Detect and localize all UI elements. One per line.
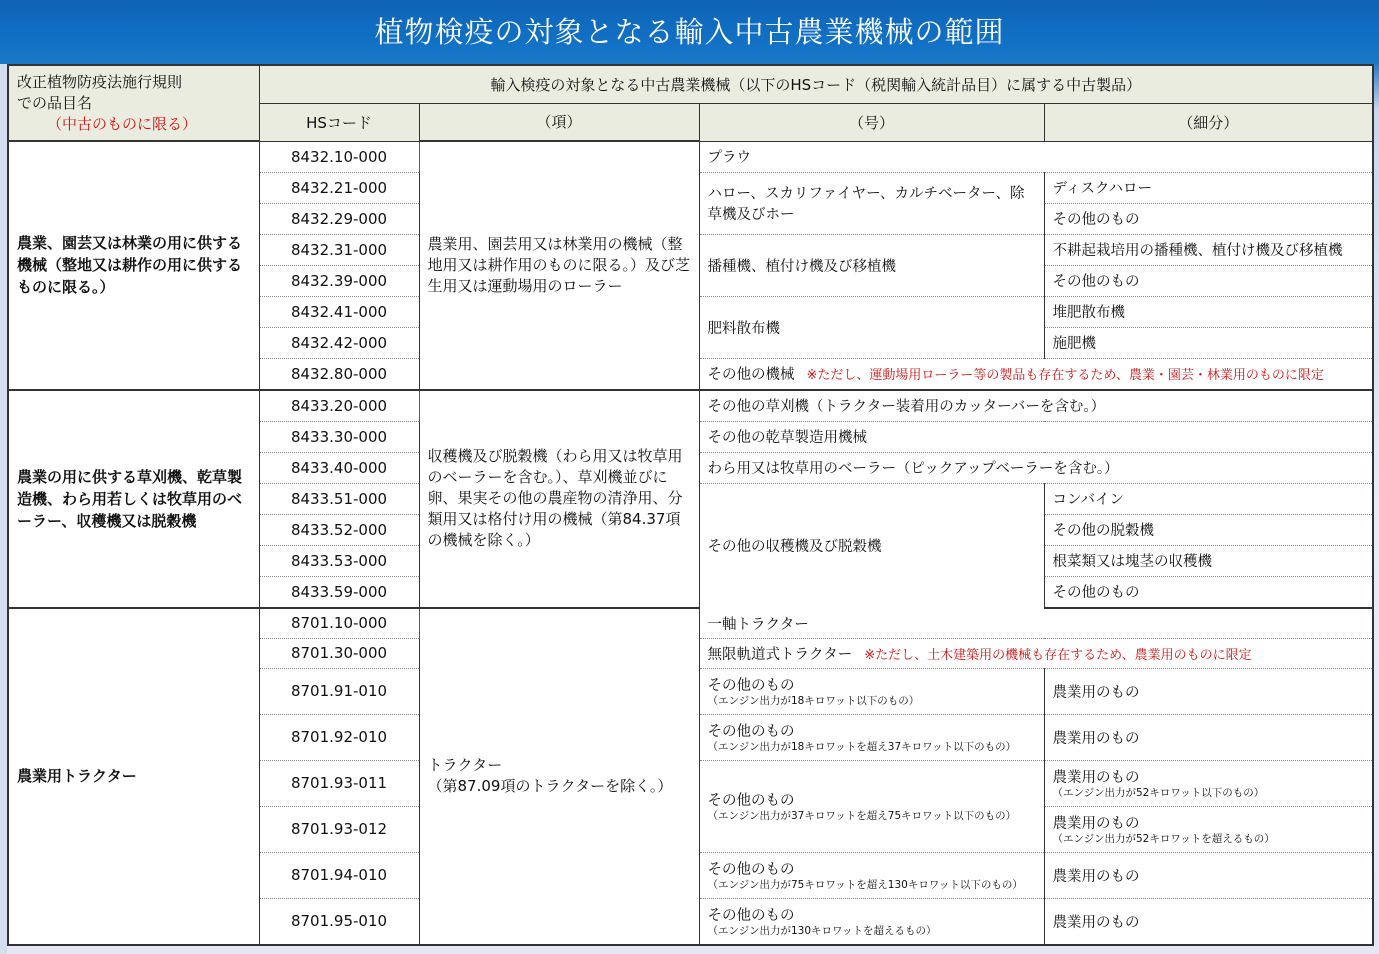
gou-cell bbox=[699, 358, 1373, 390]
hs-code: 8433.30-000 bbox=[259, 421, 419, 452]
saibun-cell: 農業用のもの bbox=[1044, 898, 1373, 945]
header-hs-code: HSコード bbox=[259, 103, 419, 141]
hs-code: 8433.20-000 bbox=[259, 390, 419, 422]
hs-code: 8701.30-000 bbox=[259, 638, 419, 668]
hs-code-table bbox=[7, 64, 1374, 946]
gou-cell: 肥料散布機 bbox=[699, 296, 1044, 358]
gou-sub: （エンジン出力が18キロワットを超え37キロワット以下のもの） bbox=[707, 741, 1017, 753]
saibun-sub: （エンジン出力が52キロワット以下のもの） bbox=[1052, 787, 1265, 799]
hs-code: 8433.40-000 bbox=[259, 452, 419, 483]
header-kou: （項） bbox=[419, 103, 699, 141]
gou-cell bbox=[699, 714, 1044, 760]
hs-code: 8432.39-000 bbox=[259, 265, 419, 296]
header-category-note: （中古のものに限る） bbox=[47, 114, 198, 133]
hs-code: 8432.41-000 bbox=[259, 296, 419, 327]
gou-cell: ハロー、スカリファイヤー、カルチベーター、除草機及びホー bbox=[699, 172, 1044, 234]
saibun-cell: ディスクハロー bbox=[1044, 172, 1373, 203]
hs-code: 8433.53-000 bbox=[259, 545, 419, 576]
saibun-cell: その他の脱穀機 bbox=[1044, 514, 1373, 545]
saibun-cell: 不耕起栽培用の播種機、植付け機及び移植機 bbox=[1044, 234, 1373, 265]
hs-code: 8432.31-000 bbox=[259, 234, 419, 265]
kou-cell bbox=[419, 608, 699, 945]
saibun-sub: （エンジン出力が52キロワットを超えるもの） bbox=[1052, 833, 1275, 845]
category-cell: 農業の用に供する草刈機、乾草製造機、わら用若しくは牧草用のベーラー、収穫機又は脱穀機 bbox=[8, 390, 259, 608]
saibun-cell: コンバイン bbox=[1044, 483, 1373, 514]
gou-cell: プラウ bbox=[699, 141, 1373, 172]
hs-code: 8433.51-000 bbox=[259, 483, 419, 514]
saibun-cell bbox=[1044, 806, 1373, 852]
gou-cell bbox=[699, 852, 1044, 898]
saibun-cell: 根菜類又は塊茎の収穫機 bbox=[1044, 545, 1373, 576]
header-category-line1: 改正植物防疫法施行規則 bbox=[17, 72, 183, 91]
hs-code: 8432.42-000 bbox=[259, 327, 419, 358]
hs-code: 8701.10-000 bbox=[259, 608, 419, 639]
frame-edge bbox=[0, 64, 7, 954]
header-gou: （号） bbox=[699, 103, 1044, 141]
gou-label: その他のもの bbox=[707, 908, 795, 924]
saibun-cell: その他のもの bbox=[1044, 576, 1373, 608]
saibun-cell: その他のもの bbox=[1044, 203, 1373, 234]
note-text: ※ただし、運動場用ローラー等の製品も存在するため、農業・園芸・林業用のものに限定 bbox=[806, 368, 1324, 383]
hs-code: 8432.80-000 bbox=[259, 358, 419, 390]
kou-cell: 収穫機及び脱穀機（わら用又は牧草用のベーラーを含む。）、草刈機並びに卵、果実その他の農産物の清浄用、分類用又は格付け用の機械（第84.37項の機械を除く。） bbox=[419, 390, 699, 608]
gou-cell bbox=[699, 898, 1044, 945]
header-category-line2: での品目名 bbox=[17, 93, 93, 112]
hs-code: 8432.29-000 bbox=[259, 203, 419, 234]
hs-code: 8701.91-010 bbox=[259, 668, 419, 714]
gou-sub: （エンジン出力が75キロワットを超え130キロワット以下のもの） bbox=[707, 879, 1023, 891]
saibun-cell: 農業用のもの bbox=[1044, 714, 1373, 760]
hs-code: 8701.93-012 bbox=[259, 806, 419, 852]
saibun-cell: その他のもの bbox=[1044, 265, 1373, 296]
gou-cell: その他の乾草製造用機械 bbox=[699, 421, 1373, 452]
hs-code: 8701.95-010 bbox=[259, 898, 419, 945]
hs-code: 8701.92-010 bbox=[259, 714, 419, 760]
saibun-cell: 施肥機 bbox=[1044, 327, 1373, 358]
saibun-cell: 農業用のもの bbox=[1044, 852, 1373, 898]
gou-cell: 播種機、植付け機及び移植機 bbox=[699, 234, 1044, 296]
gou-label: 無限軌道式トラクター bbox=[707, 646, 853, 663]
saibun-cell: 堆肥散布機 bbox=[1044, 296, 1373, 327]
category-cell: 農業用トラクター bbox=[8, 608, 259, 945]
header-saibun: （細分） bbox=[1044, 103, 1373, 141]
page-title: 植物検疫の対象となる輸入中古農業機械の範囲 bbox=[0, 0, 1379, 64]
gou-cell bbox=[699, 668, 1044, 714]
saibun-cell: 農業用のもの bbox=[1044, 668, 1373, 714]
note-text: ※ただし、土木建築用の機械も存在するため、農業用のものに限定 bbox=[864, 647, 1252, 663]
gou-cell bbox=[699, 760, 1044, 852]
gou-label: その他のもの bbox=[707, 793, 795, 809]
header-category bbox=[8, 65, 259, 141]
gou-label: その他のもの bbox=[707, 724, 795, 740]
hs-code: 8433.52-000 bbox=[259, 514, 419, 545]
gou-sub: （エンジン出力が18キロワット以下のもの） bbox=[707, 695, 920, 707]
hs-code: 8701.94-010 bbox=[259, 852, 419, 898]
kou-cell: 農業用、園芸用又は林業用の機械（整地用又は耕作用のものに限る。）及び芝生用又は運動場用のローラー bbox=[419, 141, 699, 390]
gou-sub: （エンジン出力が130キロワットを超えるもの） bbox=[707, 925, 937, 937]
hs-code: 8701.93-011 bbox=[259, 760, 419, 806]
header-span: 輸入検疫の対象となる中古農業機械（以下のHSコード（税関輸入統計品目）に属する中古製品） bbox=[259, 65, 1373, 103]
gou-cell: その他の収穫機及び脱穀機 bbox=[707, 539, 882, 555]
hs-code: 8432.21-000 bbox=[259, 172, 419, 203]
gou-sub: （エンジン出力が37キロワットを超え75キロワット以下のもの） bbox=[707, 810, 1017, 822]
gou-cell: 一軸トラクター bbox=[699, 608, 1373, 639]
gou-cell: その他の草刈機（トラクター装着用のカッターバーを含む。） bbox=[699, 390, 1373, 422]
gou-cell: わら用又は牧草用のベーラー（ピックアップベーラーを含む。） bbox=[699, 452, 1373, 483]
kou-line2: （第87.09項のトラクターを除く。） bbox=[427, 777, 673, 795]
kou-line1: トラクター bbox=[427, 756, 503, 774]
hs-code: 8433.59-000 bbox=[259, 576, 419, 608]
gou-label: その他のもの bbox=[707, 862, 795, 878]
gou-cell bbox=[699, 638, 1373, 668]
gou-label: その他の機械 bbox=[707, 367, 795, 383]
saibun-cell bbox=[1044, 760, 1373, 806]
gou-label: その他のもの bbox=[707, 678, 795, 694]
hs-code: 8432.10-000 bbox=[259, 141, 419, 172]
category-cell: 農業、園芸又は林業の用に供する機械（整地又は耕作の用に供するものに限る。） bbox=[8, 141, 259, 390]
saibun-label: 農業用のもの bbox=[1052, 770, 1140, 786]
saibun-label: 農業用のもの bbox=[1052, 816, 1140, 832]
